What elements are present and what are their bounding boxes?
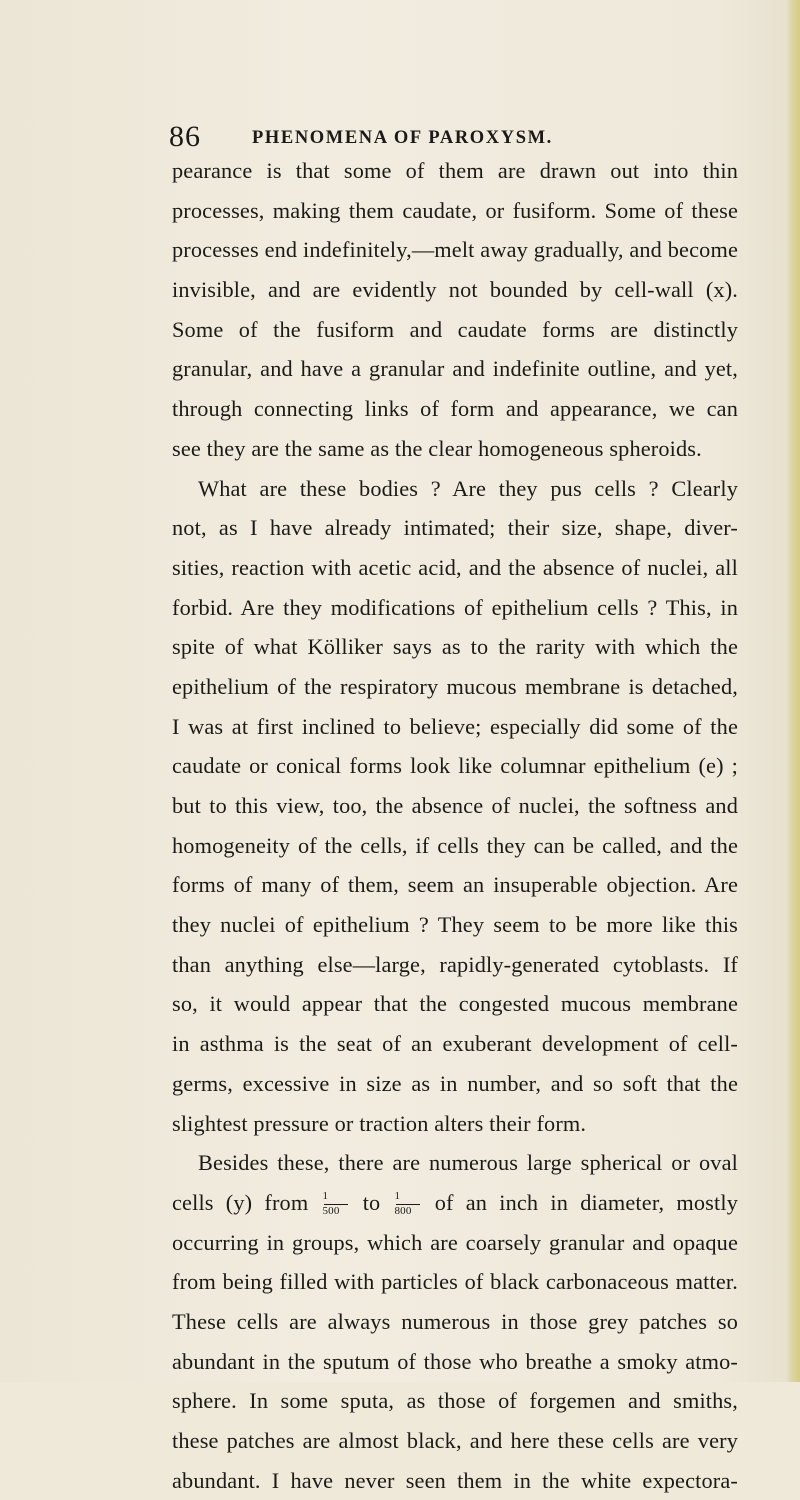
- text-line: processes end indefinitely,—melt away gradually, and become: [172, 237, 738, 263]
- text-line: granular, and have a granular and indefinite outline, and yet,: [172, 356, 738, 382]
- text-line: germs, excessive in size as in number, and so soft that the: [172, 1070, 738, 1096]
- page-edge-shadow: [786, 0, 800, 1382]
- text-line: sities, reaction with acetic acid, and the absence of nuclei, all: [172, 554, 738, 580]
- fraction-text-line: [172, 1183, 738, 1223]
- page-number: 86: [169, 120, 201, 153]
- text-line: than anything else—large, rapidly-generated cytoblasts. If: [172, 951, 738, 977]
- text-line: abundant. I have never seen them in the white expectora-: [172, 1467, 738, 1493]
- text-line: occurring in groups, which are coarsely granular and opaque: [172, 1229, 738, 1255]
- text-line: from being filled with particles of black carbonaceous matter.: [172, 1269, 738, 1295]
- text-line: abundant in the sputum of those who breathe a smoky atmo-: [172, 1348, 738, 1374]
- text-line: I was at first inclined to believe; especially did some of the: [172, 713, 738, 739]
- body-text: [172, 151, 738, 1500]
- text-line: see they are the same as the clear homogeneous spheroids.: [172, 435, 702, 461]
- text-line: forms of many of them, seem an insuperable objection. Are: [172, 872, 738, 898]
- text-line: these patches are almost black, and here these cells are very: [172, 1428, 738, 1453]
- text-line: Some of the fusiform and caudate forms are distinctly: [172, 316, 738, 342]
- text-line: processes, making them caudate, or fusiform. Some of these: [172, 197, 738, 223]
- text-line: but to this view, too, the absence of nuclei, the softness and: [172, 793, 738, 818]
- fraction-line-after: of an inch in diameter, mostly: [434, 1189, 738, 1215]
- text-line: not, as I have already intimated; their size, shape, diver-: [172, 515, 738, 541]
- text-line: invisible, and are evidently not bounded by cell-wall (x).: [172, 277, 738, 303]
- text-line: spite of what Kölliker says as to the rarity with which the: [172, 634, 738, 660]
- fraction-numerator: 1: [394, 1189, 401, 1202]
- fraction-denominator: 800: [394, 1204, 412, 1217]
- fraction-line-before: cells (y) from: [172, 1189, 309, 1215]
- text-line: Besides these, there are numerous large spherical or oval: [198, 1150, 738, 1176]
- fraction-line-between: to: [362, 1189, 381, 1215]
- text-line: epithelium of the respiratory mucous membrane is detached,: [172, 673, 738, 699]
- fraction-denominator: 500: [322, 1204, 340, 1217]
- text-line: they nuclei of epithelium ? They seem to be more like this: [172, 912, 738, 938]
- text-line: in asthma is the seat of an exuberant development of cell-: [172, 1031, 738, 1057]
- text-line: so, it would appear that the congested mucous membrane: [172, 991, 738, 1017]
- text-line: homogeneity of the cells, if cells they can be called, and the: [172, 832, 738, 858]
- text-line: forbid. Are they modifications of epithelium cells ? This, in: [172, 594, 738, 620]
- text-line: These cells are always numerous in those grey patches so: [172, 1308, 738, 1334]
- text-line: pearance is that some of them are drawn out into thin: [172, 158, 738, 183]
- text-line: sphere. In some sputa, as those of forgemen and smiths,: [172, 1388, 738, 1414]
- fraction-one-five-hundredth: [322, 1189, 349, 1217]
- text-line: slightest pressure or traction alters their form.: [172, 1110, 587, 1136]
- text-line: What are these bodies ? Are they pus cells ? Clearly: [198, 475, 738, 501]
- fraction-numerator: 1: [322, 1189, 329, 1202]
- text-line: through connecting links of form and appearance, we can: [172, 396, 738, 422]
- fraction-one-eight-hundredth: [394, 1189, 421, 1217]
- text-line: caudate or conical forms look like columnar epithelium (e) ;: [172, 753, 738, 779]
- running-title: PHENOMENA OF PAROXYSM.: [252, 128, 553, 148]
